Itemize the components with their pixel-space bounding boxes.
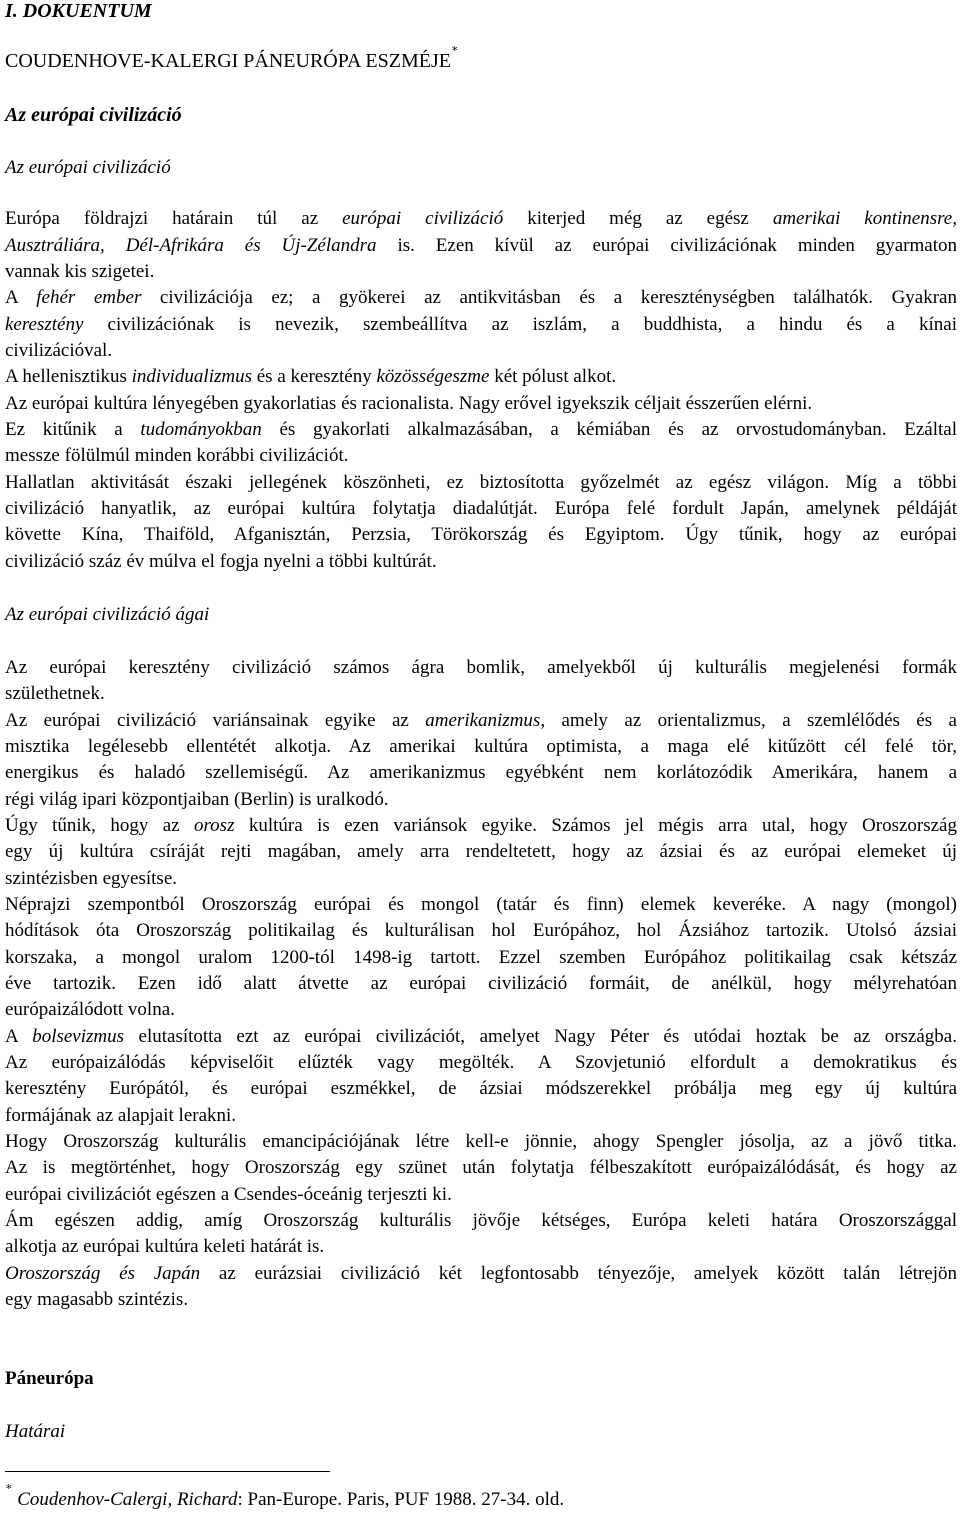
paragraph-line: egy új kultúra csíráját rejti magában, amely arra rendeltetett, hogy az ázsiai és az európai elemeket új — [5, 841, 957, 862]
subheading-civilization: Az európai civilizáció — [5, 157, 171, 178]
paragraph-line: követte Kína, Thaiföld, Afganisztán, Perzsia, Törökország és Egyiptom. Úgy tűnik, hogy az európai — [5, 524, 957, 545]
footnote-separator — [5, 1471, 330, 1472]
paragraph-line: energikus és haladó szellemiségű. Az amerikanizmus egyébként nem korlátozódik Amerikára, hanem a — [5, 762, 957, 783]
paragraph-line: európai civilizációt egészen a Csendes-óceánig terjeszti ki. — [5, 1184, 452, 1205]
paragraph-line: régi világ ipari központjaiban (Berlin) is uralkodó. — [5, 789, 389, 810]
paragraph-line: civilizációval. — [5, 340, 113, 361]
paragraph-line: A fehér ember civilizációja ez; a gyökerei az antikvitásban és a kereszténységben találhatók. Gyakran — [5, 287, 957, 308]
paragraph-line: Az európai civilizáció variánsainak egyike az amerikanizmus, amely az orientalizmus, a szemlélődés és a — [5, 710, 957, 731]
paragraph-line: Ám egészen addig, amíg Oroszország kulturális jövője kétséges, Európa keleti határa Oroszországgal — [5, 1210, 957, 1231]
paragraph-line: Az európaizálódás képviselőit elűzték vagy megölték. A Szovjetunió elfordult a demokratikus és — [5, 1052, 957, 1073]
footnote-citation: : Pan-Europe. Paris, PUF 1988. 27-34. old. — [237, 1489, 565, 1510]
paragraph-line: Oroszország és Japán az eurázsiai civilizáció két legfontosabb tényezője, amelyek között talán létrejön — [5, 1263, 958, 1284]
section-label: I. DOKUENTUM — [5, 0, 152, 22]
footnote — [5, 1481, 957, 1513]
paragraph-line: civilizáció száz év múlva el fogja nyelni a többi kultúrát. — [5, 551, 437, 572]
heading-paneuropa: Páneurópa — [5, 1368, 94, 1389]
paragraph-line: A bolsevizmus elutasította ezt az európai civilizációt, amelyet Nagy Péter és utódai hoztak be az országba. — [5, 1026, 957, 1047]
paragraph-line: A hellenisztikus individualizmus és a keresztény közösségeszme két pólust alkot. — [5, 366, 617, 387]
footnote-author: Coudenhov-Calergi, Richard — [17, 1489, 238, 1510]
paragraph-line: születhetnek. — [5, 683, 105, 704]
paragraph-line: szintézisben egyesítse. — [5, 868, 178, 889]
paragraph-line: keresztény Európától, és európai eszmékkel, de ázsiai módszerekkel próbálja meg egy új kultúra — [5, 1078, 957, 1099]
paragraph-line: Az európai kultúra lényegében gyakorlatias és racionalista. Nagy erővel igyekszik céljait ésszerűen elérni. — [5, 393, 813, 414]
paragraph-line: messze fölülmúl minden korábbi civilizációt. — [5, 445, 349, 466]
paragraph-line: Hallatlan aktivitását északi jellegének köszönheti, ez biztosította győzelmét az egész világon. Míg a többi — [5, 472, 957, 493]
document-title — [5, 43, 957, 74]
paragraph-line: civilizáció hanyatlik, az európai kultúra folytatja diadalútját. Európa felé fordult Japán, amelynek példáját — [5, 498, 957, 519]
footnote-ref-marker: ∗ — [450, 43, 459, 55]
paragraph-line: Európa földrajzi határain túl az európai civilizáció kiterjed még az egész amerikai kontinensre, — [5, 208, 957, 229]
paragraph-line: formájának az alapjait lerakni. — [5, 1105, 237, 1126]
paragraph-line: európaizálódott volna. — [5, 999, 175, 1020]
subheading-branches: Az európai civilizáció ágai — [5, 604, 210, 625]
paragraph-line: Néprajzi szempontból Oroszország európai és mongol (tatár és finn) elemek keveréke. A nagy (mongol) — [5, 894, 957, 915]
paragraph-line: alkotja az európai kultúra keleti határát is. — [5, 1236, 325, 1257]
paragraph-line: Az európai keresztény civilizáció számos ágra bomlik, amelyekből új kulturális megjelenési formák — [5, 657, 957, 678]
paragraph-line: vannak kis szigetei. — [5, 261, 155, 282]
paragraph-line: Az is megtörténhet, hogy Oroszország egy szünet után folytatja félbeszakított európaizálódását, és hogy az — [5, 1157, 957, 1178]
section-heading-main: Az európai civilizáció — [5, 104, 182, 126]
paragraph-line: keresztény civilizációnak is nevezik, szembeállítva az iszlám, a buddhista, a hindu és a kínai — [5, 314, 957, 335]
footnote-marker: ∗ — [5, 1481, 13, 1493]
paragraph-line: egy magasabb szintézis. — [5, 1289, 189, 1310]
subheading-borders: Határai — [5, 1421, 66, 1442]
paragraph-line: Úgy tűnik, hogy az orosz kultúra is ezen variánsok egyike. Számos jel mégis arra utal, hogy Oroszország — [5, 815, 957, 836]
document-title-text: COUDENHOVE-KALERGI PÁNEURÓPA ESZMÉJE — [5, 50, 451, 72]
paragraph-line: hódítások óta Oroszország politikailag és kulturálisan hol Európához, hol Ázsiához tartozik. Utolsó ázsiai — [5, 920, 957, 941]
paragraph-line: misztika legélesebb ellentétét alkotja. Az amerikai kultúra optimista, a maga elé kitűzött cél felé tör, — [5, 736, 957, 757]
paragraph-line: korszaka, a mongol uralom 1200-tól 1498-ig tartott. Ezzel szemben Európához politikailag csak kétszáz — [5, 947, 957, 968]
paragraph-line: Ausztráliára, Dél-Afrikára és Új-Zélandra is. Ezen kívül az európai civilizációnak minden gyarmaton — [5, 235, 957, 256]
paragraph-line: Hogy Oroszország kulturális emancipációjának létre kell-e jönnie, ahogy Spengler jósolja, az a jövő titka. — [5, 1131, 957, 1152]
paragraph-line: Ez kitűnik a tudományokban és gyakorlati alkalmazásában, a kémiában és az orvostudományban. Ezáltal — [5, 419, 957, 440]
paragraph-line: éve tartozik. Ezen idő alatt átvette az európai civilizáció formáit, de anélkül, hogy mélyrehatóan — [5, 973, 957, 994]
